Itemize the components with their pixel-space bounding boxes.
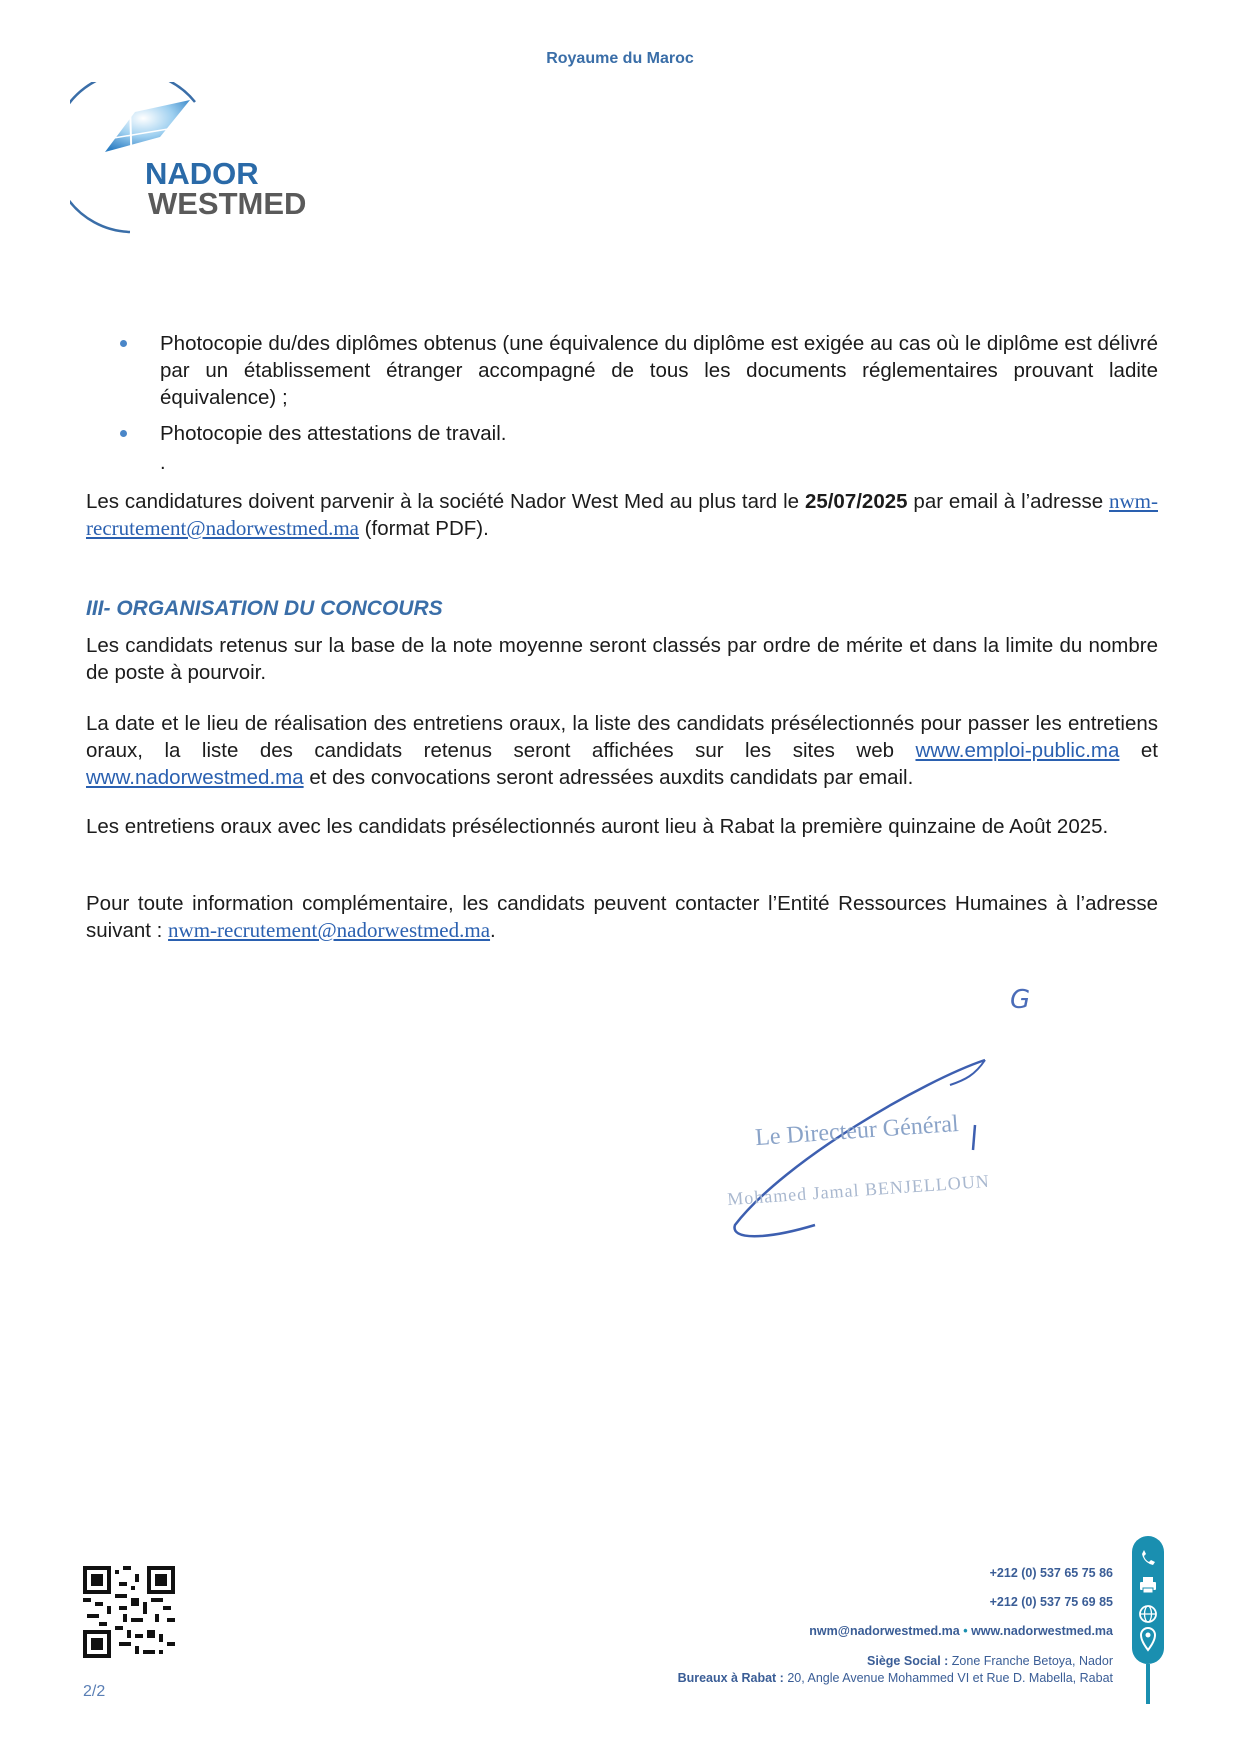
footer-office-label: Bureaux à Rabat : [677,1671,784,1685]
footer-rabat-office [678,1671,1113,1685]
footer-hq-label: Siège Social : [867,1654,949,1668]
deadline-text: (format PDF). [358,517,489,540]
paragraph-interview-date: Les entretiens oraux avec les candidats présélectionnés auront lieu à Rabat la première quinzaine de Août 2025. [86,815,1109,838]
footer-office-value: 20, Angle Avenue Mohammed VI et Rue D. Mabella, Rabat [787,1671,1113,1685]
handwritten-initial: G [1010,985,1031,1015]
footer-website[interactable]: www.nadorwestmed.ma [971,1624,1113,1638]
svg-text:WESTMED: WESTMED [148,186,307,221]
page-number: 2/2 [83,1683,106,1700]
deadline-text: par email à l’adresse [907,490,1109,513]
footer-separator: • [963,1624,968,1638]
footer-web-line [809,1624,1113,1638]
footer-email[interactable]: nwm@nadorwestmed.ma [809,1624,960,1638]
paragraph-ranking: Les candidats retenus sur la base de la note moyenne seront classés par ordre de mérite et dans la limite du nombre de poste à pourvoir. [86,634,1158,684]
svg-text:NADOR: NADOR [145,156,259,191]
footer-hq [867,1654,1113,1668]
bullet-item [160,330,1158,411]
signature-name: Mohamed Jamal BENJELLOUN [726,1170,991,1210]
paragraph-text: . [490,919,496,942]
footer-hq-value: Zone Franche Betoya, Nador [951,1654,1113,1668]
paragraph-text: La date et le lieu de réalisation des entretiens oraux, la liste des candidats présélectionnés pour passer les entretiens oraux, la liste des candidats retenus seront affichées sur les sites web [86,712,1158,762]
hr-email-link[interactable]: nwm-recrutement@nadorwestmed.ma [168,918,491,942]
paragraph-contact-hr [86,890,1158,944]
emploi-public-link[interactable]: www.emploi-public.ma [915,739,1120,762]
bullet-dot [120,340,127,347]
footer-fax: +212 (0) 537 75 69 85 [989,1595,1113,1609]
qr-code [83,1566,175,1658]
deadline-text: Les candidatures doivent parvenir à la société Nador West Med au plus tard le [86,490,805,513]
nadorwestmed-link[interactable]: www.nadorwestmed.ma [86,766,304,789]
signature-stamp [725,1040,1015,1245]
paragraph-text: et des convocations seront adressées auxdits candidats par email. [303,766,914,789]
contact-icon-bar [1127,1534,1169,1706]
bullet-item [160,420,1158,447]
email-link[interactable]: nwm-recrutement@nadorwestmed.ma [86,489,1158,540]
deadline-date: 25/07/2025 [804,490,908,513]
header-kingdom: Royaume du Maroc [546,50,694,67]
footer-phone: +212 (0) 537 65 75 86 [989,1566,1113,1580]
paragraph-text: Pour toute information complémentaire, les candidats peuvent contacter l’Entité Ressources Humaines à l’adresse suivant : [86,892,1158,942]
deadline-paragraph [86,488,1158,542]
bullet-text: Photocopie du/des diplômes obtenus (une équivalence du diplôme est exigée au cas où le diplôme est délivré par un établissement étranger accompagné de tous les documents réglementaires prouvant ladite équivalence) ; [160,332,1158,409]
signature-title: Le Directeur Général [754,1110,960,1152]
paragraph-interviews-info [86,710,1158,791]
nador-westmed-logo [70,82,390,252]
bullet-text: Photocopie des attestations de travail. [160,422,507,445]
section-heading: III- ORGANISATION DU CONCOURS [86,597,443,620]
stray-dot: . [160,452,166,474]
paragraph-text: et [1119,739,1159,762]
bullet-dot [120,430,127,437]
